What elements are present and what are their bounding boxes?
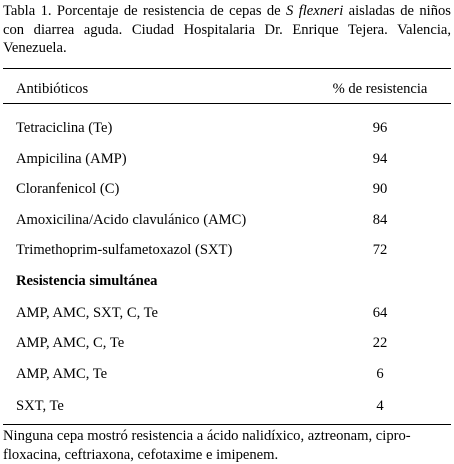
footnote-line-2: floxacina, ceftriaxona, cefotaxime e imipenem.	[3, 446, 279, 463]
table-row-name: Ampicilina (AMP)	[16, 151, 127, 167]
table-row-value: 6	[376, 366, 384, 382]
caption-species: S flexneri	[286, 3, 344, 19]
table-row-value: 4	[376, 398, 384, 414]
table-row-name: AMP, AMC, Te	[16, 366, 108, 382]
table-row-name: Amoxicilina/Acido clavulánico (AMC)	[16, 212, 247, 228]
table-row-name: Trimethoprim-sulfametoxazol (SXT)	[16, 242, 233, 258]
caption-prefix: Tabla 1. Porcentaje de resistencia de cepas de	[3, 3, 287, 19]
table-row-value: 72	[372, 242, 388, 258]
table-header-rule	[3, 103, 451, 104]
table-top-rule	[3, 68, 451, 69]
footnote-line-1: Ninguna cepa mostró resistencia a ácido nalidíxico, aztreonam, cipro-	[3, 428, 411, 444]
table-footnote	[3, 427, 451, 464]
table-row-name: SXT, Te	[16, 398, 64, 414]
table-row-name: AMP, AMC, SXT, C, Te	[16, 305, 158, 321]
header-resistance: % de resistencia	[332, 81, 428, 97]
table-row-value: 64	[372, 305, 388, 321]
caption-suffix: aisladas de niños con diarrea aguda. Ciudad Hospitalaria Dr. Enrique Tejera. Valencia, Venezuela.	[3, 3, 451, 57]
table-row-value: 94	[372, 151, 388, 167]
table-row-value: 22	[372, 335, 388, 351]
table-row-name: Cloranfenicol (C)	[16, 181, 120, 197]
table-row-value: 90	[372, 181, 388, 197]
table-row-value: 96	[372, 120, 388, 136]
section-heading: Resistencia simultánea	[16, 273, 158, 289]
table-caption	[3, 2, 451, 58]
header-antibiotic: Antibióticos	[16, 81, 89, 97]
table-row-name: AMP, AMC, C, Te	[16, 335, 125, 351]
table-row-value: 84	[372, 212, 388, 228]
table-bottom-rule	[3, 424, 451, 425]
table-row-name: Tetraciclina (Te)	[16, 120, 113, 136]
